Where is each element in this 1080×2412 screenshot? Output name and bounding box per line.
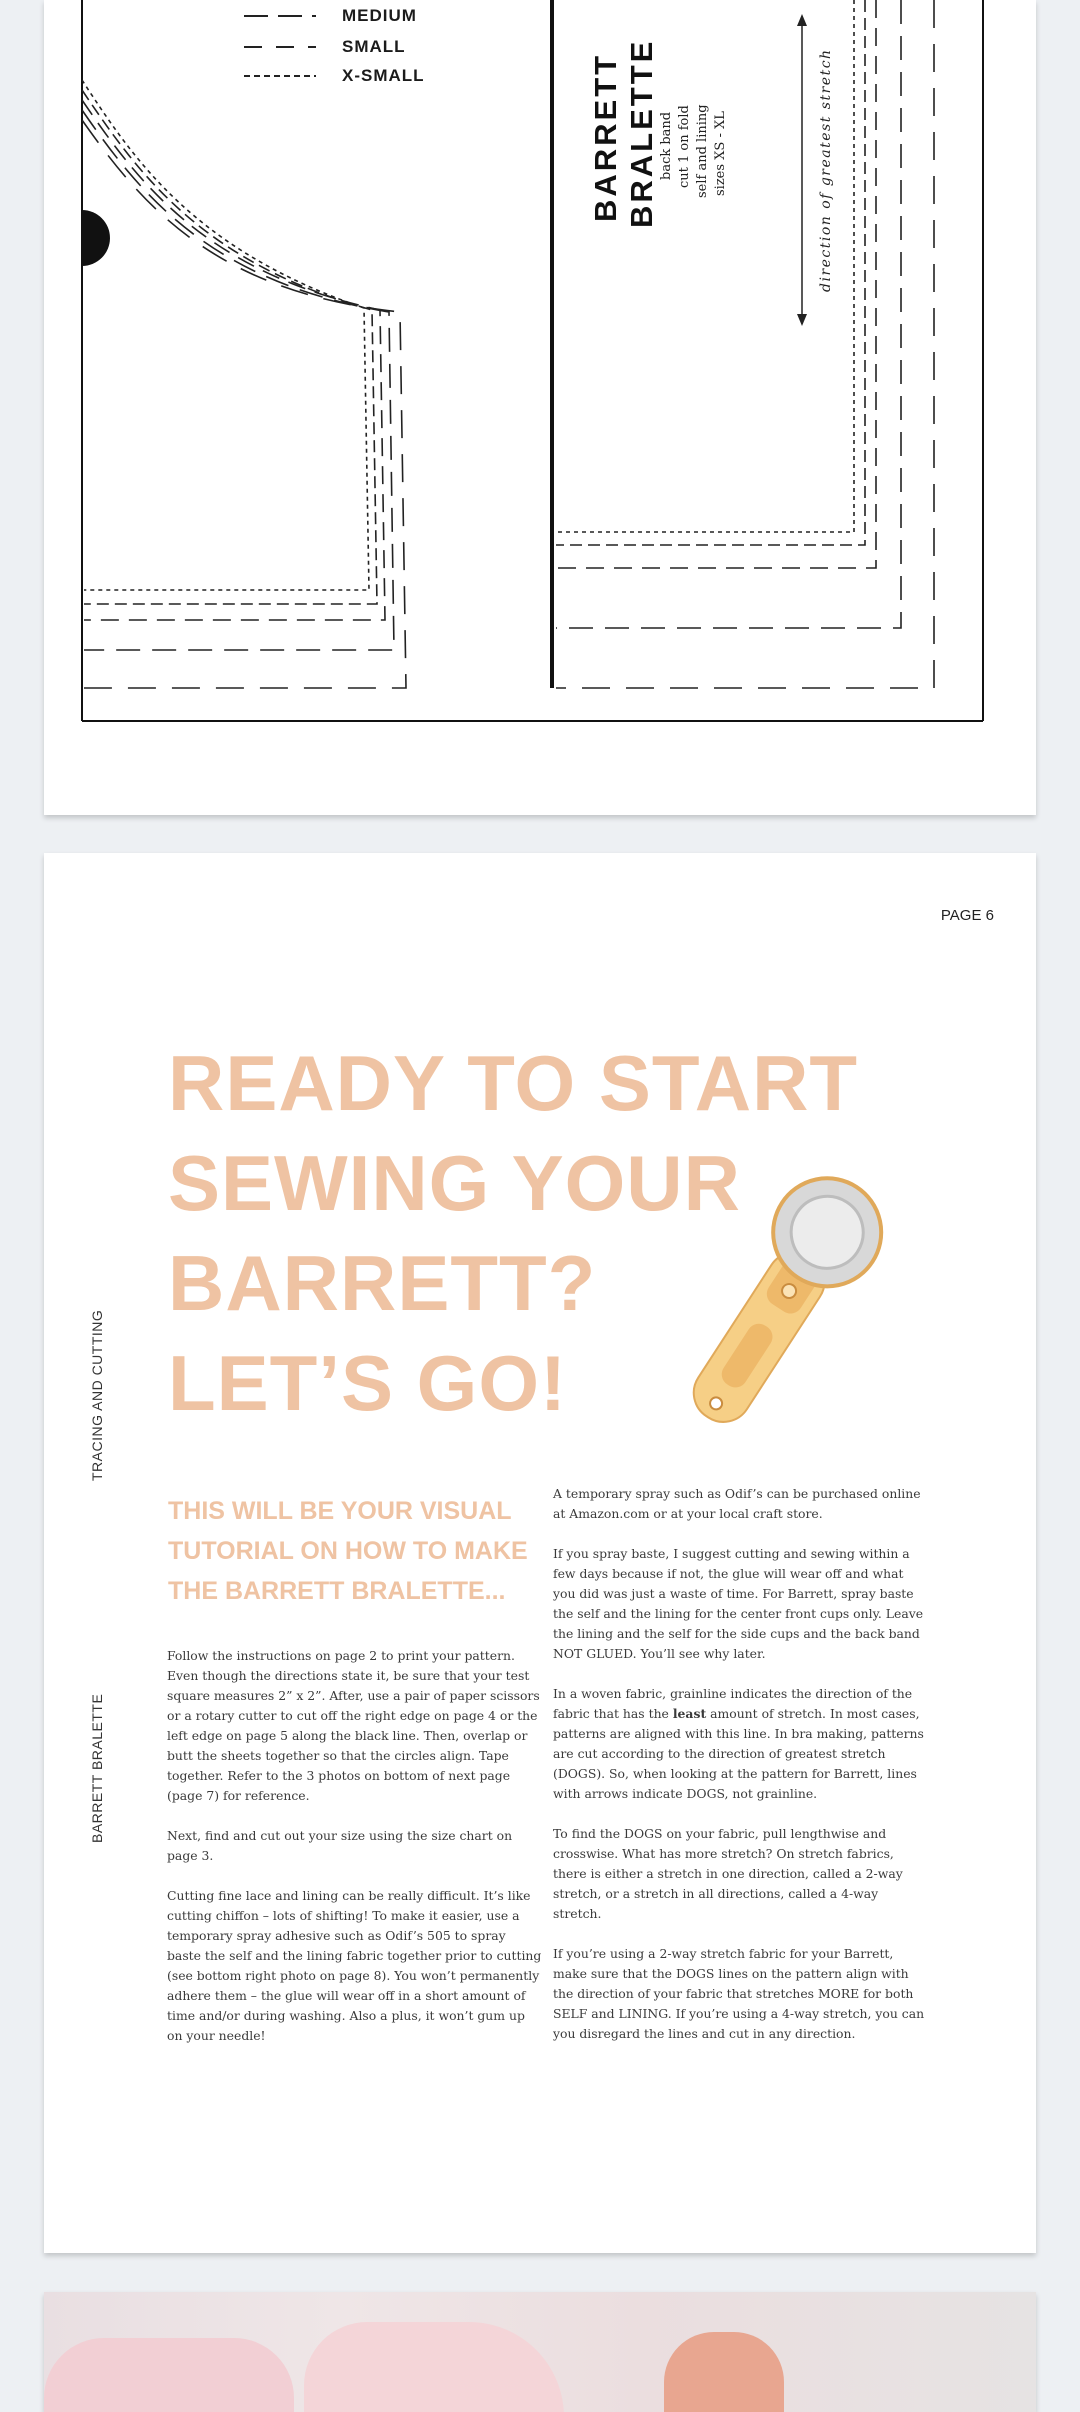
legend-label-xsmall: X-SMALL (342, 66, 425, 85)
piece-info-line3: self and lining (695, 104, 710, 198)
legend-label-small: SMALL (342, 37, 406, 56)
piece-title-line1: BARRETT (588, 52, 623, 222)
page-number: PAGE 6 (940, 907, 994, 924)
next-page (44, 2292, 1036, 2412)
right-paragraph-2: If you spray baste, I suggest cutting and sewing within a few days because if not, the glue will wear off and what you did was just a waste of time. For Barrett, spray baste the self and the lining for the center front cups only. Leave the lining and the self for the side cups and the back band NOT GLUED. You’ll see why later. (553, 1546, 924, 1661)
legend-dash-medium (244, 15, 316, 17)
piece-title-line2: BRALETTE (624, 38, 659, 228)
peach-item-shape (664, 2332, 784, 2412)
headline-line-4: LET’S GO! (168, 1339, 567, 1427)
headline-line-3: BARRETT? (168, 1239, 597, 1327)
side-label-product: BARRETT BRALETTE (89, 1693, 105, 1843)
side-label-section: TRACING AND CUTTING (89, 1309, 105, 1481)
content-page (44, 853, 1036, 2253)
piece-info-line2: cut 1 on fold (677, 105, 692, 188)
piece-info-line1: back band (659, 111, 674, 180)
fabric-and-tools-photo (44, 2292, 1036, 2412)
stretch-direction-label: direction of greatest stretch (818, 48, 834, 292)
legend-dash-small (244, 46, 316, 48)
left-paragraph-3: Cutting fine lace and lining can be really difficult. It’s like cutting chiffon – lots of shifting! To make it easier, use a temporary spray adhesive such as Odif’s 505 to spray baste the self and the lining fabric together prior to cutting (see bottom right photo on page 8). You won’t permanently adhere them – the glue will wear off in a short amount of time and/or during washing. Also a plus, it won’t gum up on your needle! (167, 1888, 542, 2043)
legend-dash-xsmall (244, 75, 316, 77)
piece-info-line4: sizes XS - XL (713, 111, 728, 196)
light-pink-fabric-shape (304, 2322, 564, 2412)
legend-row-medium (198, 6, 438, 26)
left-paragraph-2: Next, find and cut out your size using the size chart on page 3. (167, 1828, 513, 1863)
least-emphasis: least (672, 1706, 707, 1721)
right-paragraph-1: A temporary spray such as Odif’s can be purchased online at Amazon.com or at your local craft store. (553, 1486, 921, 1521)
legend-row-xsmall (198, 66, 438, 86)
rotary-cutter-icon (664, 1163, 904, 1453)
left-text-column (167, 1646, 542, 2066)
headline-line-1: READY TO START (168, 1039, 859, 1127)
right-text-column (553, 1484, 928, 2064)
subheading: THIS WILL BE YOUR VISUAL TUTORIAL ON HOW TO MAKE THE BARRETT BRALETTE... (168, 1497, 528, 1605)
right-paragraph-3-end: amount of stretch. In most cases, patterns are aligned with this line. In bra making, patterns are cut according to the direction of greatest stretch (DOGS). So, when looking at the pattern for Barrett, lines with arrows indicate DOGS, not grainline. (553, 1706, 924, 1801)
legend-row-small (198, 37, 438, 57)
left-paragraph-1: Follow the instructions on page 2 to print your pattern. Even though the directions state it, be sure that your test square measures 2” x 2”. After, use a pair of paper scissors or a rotary cutter to cut off the right edge on page 4 or the left edge on page 5 along the black line. Then, overlap or butt the sheets together so that the circles align. Tape together. Refer to the 3 photos on bottom of next page (page 7) for reference. (167, 1648, 540, 1803)
pink-fabric-shape (44, 2338, 294, 2412)
right-paragraph-4: To find the DOGS on your fabric, pull lengthwise and crosswise. What has more stretch? On stretch fabrics, there is either a stretch in one direction, called a 2-way stretch, or a stretch in all directions, called a 4-way stretch. (553, 1826, 903, 1921)
pattern-page (44, 0, 1036, 815)
headline-line-2: SEWING YOUR (168, 1139, 741, 1227)
pattern-piece-drawing (44, 0, 1036, 815)
right-paragraph-3-start: In a woven fabric, grainline indicates the direction of the fabric that has the (553, 1686, 913, 1721)
right-paragraph-3 (553, 1684, 928, 1804)
right-paragraph-5: If you’re using a 2-way stretch fabric for your Barrett, make sure that the DOGS lines on the pattern align with the direction of your fabric that stretches MORE for both SELF and LINING. If you’re using a 4-way stretch, you can you disregard the lines and cut in any direction. (553, 1946, 925, 2041)
legend-label-medium: MEDIUM (342, 6, 417, 25)
